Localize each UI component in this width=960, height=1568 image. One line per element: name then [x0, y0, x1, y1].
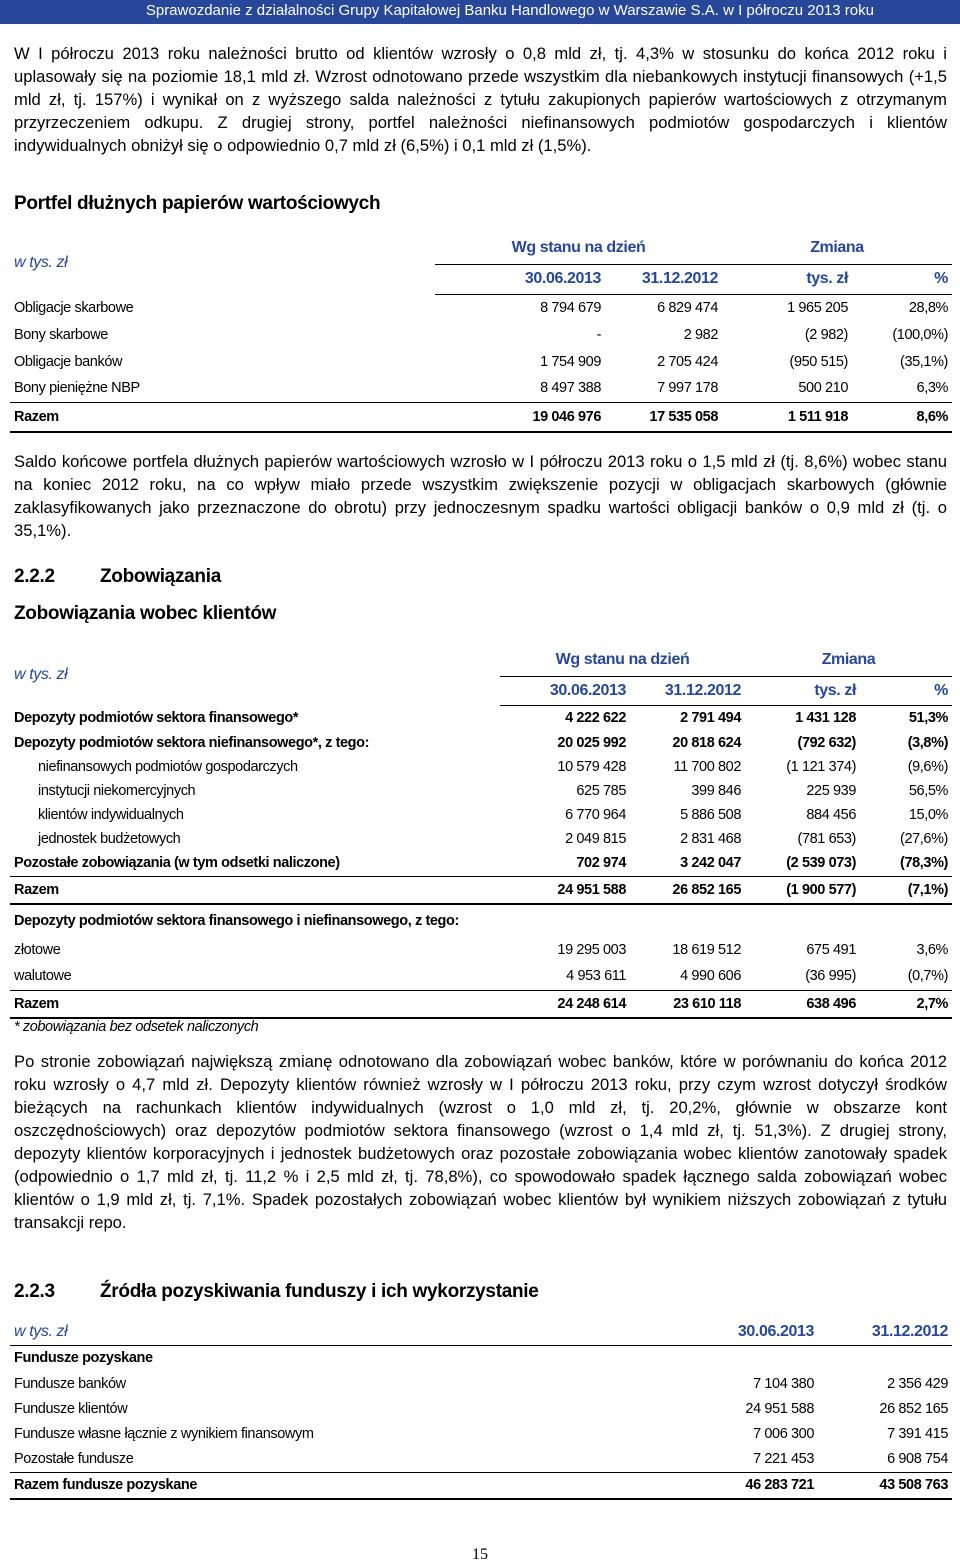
table2-title: Zobowiązania wobec klientów	[14, 603, 277, 624]
table2-unit: w tys. zł	[14, 666, 68, 683]
cell: 225 939	[806, 783, 856, 799]
cell: (3,8%)	[907, 734, 948, 751]
cell: 56,5%	[908, 783, 948, 799]
row-label: Depozyty podmiotów sektora niefinansowego*, z tego:	[14, 734, 370, 751]
table2-group-change: Zmiana	[745, 645, 952, 676]
table-total-row	[10, 990, 952, 1018]
table1-title: Portfel dłużnych papierów wartościowych	[14, 193, 381, 214]
paragraph-receivables: W I półroczu 2013 roku należności brutto od klientów wzrosły o 0,8 mld zł, tj. 4,3% w stosunku do końca 2012 roku i uplasowały się na poziomie 18,1 mld zł. Wzrost odnotowano przede wszystkim dla niebankowych instytucji finansowych (+1,5 mld zł, tj. 157%) i wynikał on z wyższego salda należności z tytułu zakupionych papierów wartościowych z otrzymanym przyrzeczeniem odkupu. Z drugiej strony, portfel należności niefinansowych podmiotów gospodarczych i klientów indywidualnych obniżył się o odpowiednio 0,7 mld zł (6,5%) i 0,1 mld zł (1,5%).	[14, 44, 947, 155]
cell: 23 610 118	[630, 990, 745, 1018]
table1-unit: w tys. zł	[14, 254, 68, 271]
cell: 4 222 622	[565, 709, 626, 726]
table-row	[10, 963, 952, 990]
cell: 675 491	[806, 941, 856, 958]
cell: 3 242 047	[630, 851, 745, 876]
cell: 19 046 976	[435, 402, 605, 432]
cell: 1 511 918	[722, 402, 852, 432]
cell: 500 210	[722, 375, 852, 402]
row-label: Bony pieniężne NBP	[10, 375, 435, 402]
cell: 17 535 058	[605, 402, 722, 432]
cell: (27,6%)	[900, 831, 948, 847]
cell: 26 852 165	[630, 876, 745, 904]
cell: 2 356 429	[887, 1375, 948, 1392]
table2-col-header: 30.06.2013	[500, 676, 630, 705]
row-label: Fundusze własne łącznie z wynikiem finansowym	[14, 1425, 314, 1442]
table-total-row	[10, 876, 952, 904]
row-label: Fundusze klientów	[14, 1400, 128, 1417]
cell: (0,7%)	[860, 963, 952, 990]
cell: (35,1%)	[900, 353, 948, 370]
row-label: Depozyty podmiotów sektora finansowego*	[14, 709, 299, 726]
table-row	[10, 1371, 952, 1396]
cell: 2 791 494	[680, 709, 741, 726]
paragraph-securities: Saldo końcowe portfela dłużnych papierów wartościowych wzrosło w I półroczu 2013 roku o 1,5 mld zł (tj. 8,6%) wobec stanu na koniec 2012 roku, na co wpływ miało przede wszystkim zwiększenie pozycji w obligacjach skarbowych (głównie zaklasyfikowanych jako przeznaczone do obrotu) przy jednoczesnym spadku wartości obligacji banków o 0,9 mld zł (tj. o 35,1%).	[14, 452, 947, 540]
table-row	[10, 1446, 952, 1472]
cell: 20 818 624	[672, 734, 741, 751]
cell: 399 846	[691, 783, 741, 799]
cell: 18 619 512	[672, 941, 741, 958]
funding-sources-table	[10, 1319, 952, 1500]
cell: 8 794 679	[540, 299, 601, 316]
table-subheader-row	[10, 904, 952, 936]
cell: (7,1%)	[860, 876, 952, 904]
cell: 26 852 165	[879, 1400, 948, 1417]
table-total-row	[10, 1472, 952, 1499]
cell: (2 539 073)	[745, 851, 860, 876]
cell: 10 579 428	[557, 759, 626, 775]
cell: 2 831 468	[680, 831, 741, 847]
cell: (792 632)	[797, 734, 856, 751]
section-heading-223	[14, 1281, 539, 1303]
cell: 15,0%	[908, 807, 948, 823]
cell: 1 965 205	[787, 299, 848, 316]
paragraph-liabilities: Po stronie zobowiązań największą zmianę odnotowano dla zobowiązań wobec banków, które w porównaniu do końca 2012 roku wzrosły o 4,7 mld zł. Depozyty klientów również wzrosły w I półroczu 2013 roku, przy czym wzrost dotyczył środków bieżących na rachunkach klientów indywidualnych (wzrost o 1,0 mld zł, tj. 20,2%, głównie w obszarze kont oszczędnościowych) oraz depozytów podmiotów sektora finansowego (wzrost o 1,4 mld zł, tj. 51,3%). Z drugiej strony, depozyty klientów korporacyjnych i jednostek budżetowych oraz pozostałe zobowiązania wobec klientów zanotowały spadek (odpowiednio o 1,7 mld zł, tj. 11,2 % i 2,5 mld zł, tj. 78,8%), co spowodowało spadek łącznego salda zobowiązań wobec klientów o 1,9 mld zł, tj. 7,1%. Spadek pozostałych zobowiązań wobec klientów był wynikiem niższych zobowiązań z tytułu transakcji repo.	[14, 1052, 947, 1232]
section-number: 2.2.3	[14, 1281, 55, 1302]
cell: 3,6%	[916, 941, 948, 958]
row-label: walutowe	[10, 963, 500, 990]
cell: 28,8%	[908, 299, 948, 316]
cell: (1 121 374)	[786, 759, 856, 775]
table-row	[10, 827, 952, 851]
table1-col-header: 30.06.2013	[435, 264, 605, 294]
cell: 43 508 763	[818, 1472, 952, 1499]
table-row	[10, 348, 952, 375]
cell: 11 700 802	[673, 759, 741, 775]
row-label: jednostek budżetowych	[38, 831, 181, 847]
row-label: klientów indywidualnych	[38, 807, 184, 823]
table-row	[10, 730, 952, 755]
cell: 7 391 415	[887, 1425, 948, 1442]
table-group-row	[10, 1345, 952, 1371]
cell: 2 705 424	[657, 353, 718, 370]
cell: 19 295 003	[557, 941, 626, 958]
table-total-row	[10, 402, 952, 432]
cell: (100,0%)	[892, 326, 948, 343]
section-number: 2.2.2	[14, 566, 55, 587]
cell: 24 951 588	[745, 1400, 814, 1417]
table2-col-header: %	[860, 676, 952, 705]
row-label: niefinansowych podmiotów gospodarczych	[38, 759, 298, 775]
cell: 51,3%	[908, 709, 948, 726]
cell: 625 785	[576, 783, 626, 799]
cell: 1 754 909	[540, 353, 601, 370]
page-number: 15	[472, 1546, 488, 1563]
cell: 2 982	[683, 326, 718, 343]
table1-group-change: Zmiana	[722, 232, 952, 264]
cell: 5 886 508	[680, 807, 741, 823]
row-label: Fundusze pozyskane	[14, 1350, 153, 1367]
row-label: Razem	[10, 402, 435, 432]
cell: (9,6%)	[907, 759, 948, 775]
cell: 6 829 474	[657, 299, 718, 316]
table-row	[10, 936, 952, 963]
cell: 46 283 721	[680, 1472, 818, 1499]
row-label: Pozostałe zobowiązania (w tym odsetki naliczone)	[10, 851, 500, 876]
section-title: Źródła pozyskiwania funduszy i ich wykorzystanie	[100, 1281, 539, 1302]
cell: (950 515)	[789, 353, 848, 370]
row-label: Depozyty podmiotów sektora finansowego i niefinansowego, z tego:	[14, 912, 459, 929]
cell: 7 997 178	[605, 375, 722, 402]
section-title: Zobowiązania	[100, 566, 221, 587]
table-row	[10, 294, 952, 321]
cell: 8,6%	[852, 402, 952, 432]
cell: (781 653)	[797, 831, 856, 847]
table-row	[10, 803, 952, 827]
row-label: Obligacje skarbowe	[14, 299, 134, 316]
cell: 4 953 611	[500, 963, 630, 990]
liabilities-table	[10, 645, 952, 1019]
page-header	[0, 0, 960, 24]
table1-col-header: 31.12.2012	[605, 264, 722, 294]
row-label: Obligacje banków	[14, 353, 123, 370]
cell: 6 770 964	[565, 807, 626, 823]
cell: 638 496	[745, 990, 860, 1018]
cell: 7 104 380	[753, 1375, 814, 1392]
table2-footnote: * zobowiązania bez odsetek naliczonych	[14, 1019, 259, 1035]
row-label: Bony skarbowe	[14, 326, 108, 343]
cell: 2 049 815	[565, 831, 626, 847]
table3-col-header: 30.06.2013	[680, 1319, 818, 1345]
table-row	[10, 755, 952, 779]
cell: 7 221 453	[680, 1446, 818, 1472]
section-heading-222	[14, 566, 221, 588]
table1-col-header: tys. zł	[722, 264, 852, 294]
table2-col-header: tys. zł	[745, 676, 860, 705]
row-label: złotowe	[14, 941, 61, 958]
row-label: instytucji niekomercyjnych	[38, 783, 196, 799]
table1-col-header: %	[852, 264, 952, 294]
cell: (78,3%)	[860, 851, 952, 876]
table-row	[10, 705, 952, 730]
row-label: Razem	[10, 876, 500, 904]
cell: 884 456	[806, 807, 856, 823]
cell: (2 982)	[804, 326, 848, 343]
row-label: Fundusze banków	[14, 1375, 126, 1392]
cell: 20 025 992	[557, 734, 626, 751]
cell: (1 900 577)	[745, 876, 860, 904]
table-row	[10, 779, 952, 803]
row-label: Razem	[10, 990, 500, 1018]
cell: (36 995)	[745, 963, 860, 990]
cell: 24 248 614	[500, 990, 630, 1018]
cell: 2,7%	[860, 990, 952, 1018]
table1-group-state: Wg stanu na dzień	[435, 232, 722, 264]
cell: 7 006 300	[753, 1425, 814, 1442]
table2-col-header: 31.12.2012	[630, 676, 745, 705]
cell: 702 974	[500, 851, 630, 876]
cell: 4 990 606	[630, 963, 745, 990]
cell: 6 908 754	[818, 1446, 952, 1472]
row-label: Pozostałe fundusze	[10, 1446, 680, 1472]
cell: 24 951 588	[500, 876, 630, 904]
table-row	[10, 851, 952, 876]
table-row	[10, 375, 952, 402]
cell: 6,3%	[852, 375, 952, 402]
table-row	[10, 1396, 952, 1421]
table-row	[10, 1421, 952, 1446]
row-label: Razem fundusze pozyskane	[10, 1472, 680, 1499]
debt-securities-table	[10, 232, 952, 433]
cell: -	[596, 326, 601, 343]
cell: 8 497 388	[435, 375, 605, 402]
table-row	[10, 321, 952, 348]
table2-group-state: Wg stanu na dzień	[500, 645, 745, 676]
table3-unit: w tys. zł	[10, 1319, 680, 1345]
cell: 1 431 128	[795, 709, 856, 726]
header-title: Sprawozdanie z działalności Grupy Kapitałowej Banku Handlowego w Warszawie S.A. w I półroczu 2013 roku	[145, 2, 874, 19]
table3-col-header: 31.12.2012	[818, 1319, 952, 1345]
